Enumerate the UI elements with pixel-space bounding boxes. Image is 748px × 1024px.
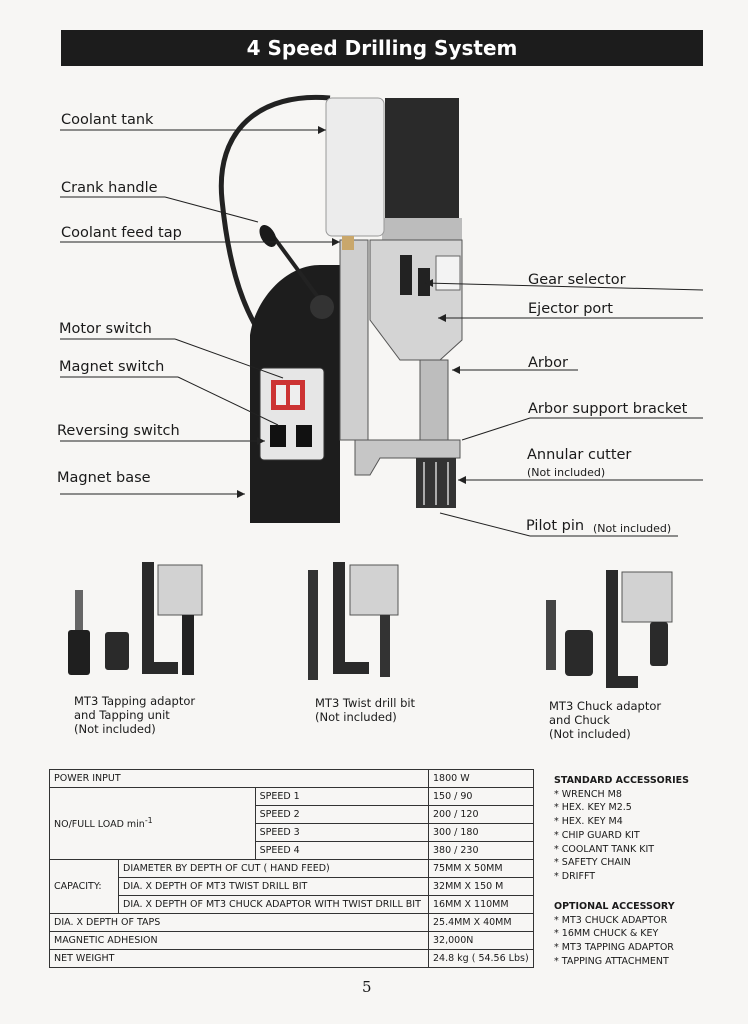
spec-value: 150 / 90 — [429, 788, 534, 806]
label-reversing-switch: Reversing switch — [57, 423, 180, 439]
page-title: 4 Speed Drilling System — [61, 30, 703, 66]
spec-value: 25.4MM X 40MM — [429, 914, 534, 932]
spec-label: CAPACITY: — [50, 860, 119, 914]
spec-speed: SPEED 3 — [255, 824, 428, 842]
spec-speed: SPEED 1 — [255, 788, 428, 806]
page-number: 5 — [362, 978, 372, 996]
spec-label: NET WEIGHT — [50, 950, 429, 968]
list-item: * DRIFFT — [554, 870, 596, 882]
table-row — [50, 896, 534, 914]
standard-accessories-heading: STANDARD ACCESSORIES — [554, 775, 689, 786]
list-item: * SAFETY CHAIN — [554, 857, 631, 869]
label-coolant-tank: Coolant tank — [61, 112, 154, 128]
spec-value: 24.8 kg ( 54.56 Lbs) — [429, 950, 534, 968]
label-magnet-base: Magnet base — [57, 470, 151, 486]
list-item: * 16MM CHUCK & KEY — [554, 928, 659, 940]
optional-accessory-heading: OPTIONAL ACCESSORY — [554, 901, 675, 912]
spec-label: POWER INPUT — [50, 770, 429, 788]
twist-drill-bit-image — [308, 562, 398, 680]
table-row — [50, 788, 534, 806]
caption-chuck-adaptor: MT3 Chuck adaptor and Chuck (Not included) — [549, 699, 662, 741]
optional-accessory — [554, 900, 675, 969]
spec-value: 300 / 180 — [429, 824, 534, 842]
table-row — [50, 914, 534, 932]
label-gear-selector: Gear selector — [528, 272, 626, 288]
label-crank-handle: Crank handle — [61, 180, 158, 196]
label-pilot-pin: Pilot pin — [526, 518, 585, 534]
spec-value: 32,000N — [429, 932, 534, 950]
spec-value: 380 / 230 — [429, 842, 534, 860]
spec-label: DIA. X DEPTH OF TAPS — [50, 914, 429, 932]
list-item: * HEX. KEY M4 — [554, 816, 623, 828]
spec-desc: DIA. X DEPTH OF MT3 CHUCK ADAPTOR WITH TWIST DRILL BIT — [119, 896, 429, 914]
spec-speed: SPEED 2 — [255, 806, 428, 824]
caption-twist-drill-bit: MT3 Twist drill bit (Not included) — [315, 696, 416, 724]
spec-label: MAGNETIC ADHESION — [50, 932, 429, 950]
tapping-adaptor-image — [68, 562, 202, 675]
spec-value: 32MM X 150 M — [429, 878, 534, 896]
spec-value: 16MM X 110MM — [429, 896, 534, 914]
caption-tapping-adaptor: MT3 Tapping adaptor and Tapping unit (Not included) — [74, 694, 196, 736]
spec-speed: SPEED 4 — [255, 842, 428, 860]
table-row — [50, 878, 534, 896]
standard-accessories — [554, 774, 689, 884]
table-row — [50, 950, 534, 968]
spec-desc: DIAMETER BY DEPTH OF CUT ( HAND FEED) — [119, 860, 429, 878]
label-arbor: Arbor — [528, 355, 568, 371]
spec-value: 200 / 120 — [429, 806, 534, 824]
list-item: * MT3 CHUCK ADAPTOR — [554, 914, 668, 926]
table-row — [50, 770, 534, 788]
table-row — [50, 860, 534, 878]
list-item: * HEX. KEY M2.5 — [554, 802, 632, 814]
label-arbor-support-bracket: Arbor support bracket — [528, 401, 688, 417]
spec-table — [49, 769, 534, 968]
spec-desc: DIA. X DEPTH OF MT3 TWIST DRILL BIT — [119, 878, 429, 896]
list-item: * CHIP GUARD KIT — [554, 829, 640, 841]
list-item: * MT3 TAPPING ADAPTOR — [554, 942, 674, 954]
label-magnet-switch: Magnet switch — [59, 359, 165, 375]
list-item: * COOLANT TANK KIT — [554, 843, 655, 855]
spec-value: 75MM X 50MM — [429, 860, 534, 878]
label-pilot-pin-note: (Not included) — [593, 522, 672, 535]
label-annular-cutter-note: (Not included) — [527, 466, 606, 479]
list-item: * TAPPING ATTACHMENT — [554, 955, 669, 967]
spec-value: 1800 W — [429, 770, 534, 788]
list-item: * WRENCH M8 — [554, 788, 622, 800]
label-coolant-feed-tap: Coolant feed tap — [61, 225, 182, 241]
label-ejector-port: Ejector port — [528, 301, 613, 317]
table-row — [50, 932, 534, 950]
chuck-adaptor-image — [546, 570, 672, 688]
spec-label: NO/FULL LOAD $\min^{-1}$ — [50, 788, 256, 860]
label-annular-cutter: Annular cutter — [527, 447, 632, 463]
label-motor-switch: Motor switch — [59, 321, 152, 337]
